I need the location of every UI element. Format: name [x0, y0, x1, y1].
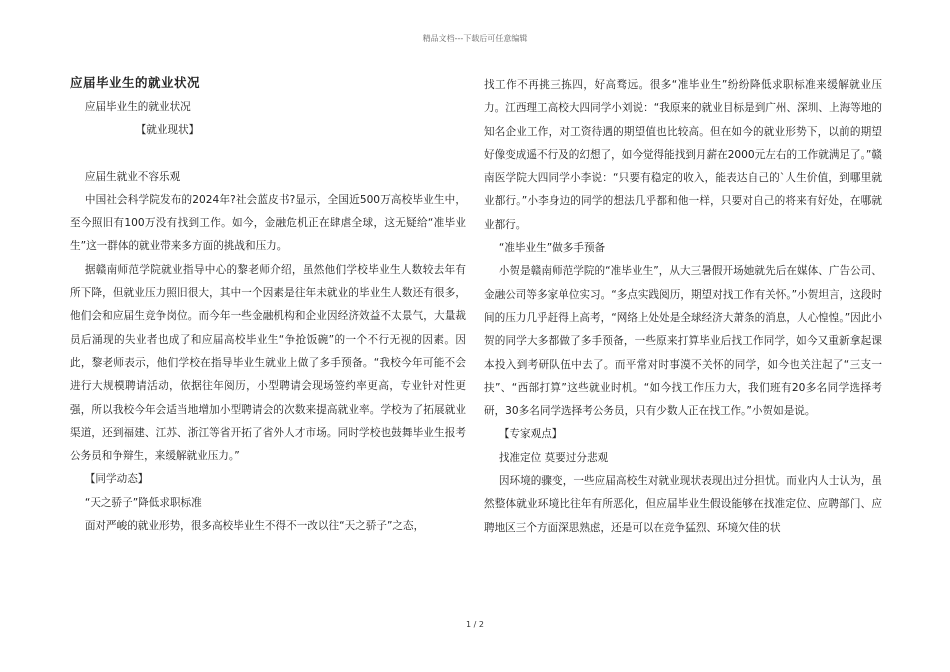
paragraph: 因环境的骤变，一些应届高校生对就业现状表现出过分担忧。而业内人士认为，虽然整体就业环境比往年有所恶化，但应届毕业生假设能够在找准定位、应聘部门、应聘地区三个方面深思熟虑，还是可以在竞争猛烈、环境欠佳的状 — [484, 475, 882, 534]
subheading-grim: 应届生就业不容乐观 — [84, 170, 181, 183]
left-column — [70, 74, 466, 538]
subtitle: 应届毕业生的就业状况 — [84, 101, 191, 113]
spacer — [70, 143, 466, 166]
page-header: 精品文档---下载后可任意编辑 — [422, 34, 528, 43]
section-heading-expert: 【专家观点】 — [498, 428, 563, 441]
section-heading-dynamics: 【同学动态】 — [84, 473, 149, 486]
paragraph: 中国社会科学院发布的2024年?社会蓝皮书?显示，全国近500万高校毕业生中，至今照旧有100万没有找到工作。如今，金融危机正在肆虐全球，这无疑给“准毕业生”这一群体的就业带来多方面的挑战和压力。 — [70, 193, 466, 253]
section-heading-status: 【就业现状】 — [135, 124, 200, 137]
paragraph: 面对严峻的就业形势，很多高校毕业生不得不一改以往“天之骄子”之态， — [84, 520, 425, 533]
page-number: 1 / 2 — [466, 620, 484, 629]
document-title: 应届毕业生的就业状况 — [70, 75, 201, 90]
subheading-positioning: 找准定位 莫要过分悲观 — [498, 451, 609, 464]
subheading-pride: “天之骄子”降低求职标准 — [84, 496, 202, 509]
paragraph: 据赣南师范学院就业指导中心的黎老师介绍，虽然他们学校毕业生人数较去年有所下降，但就业压力照旧很大，其中一个因素是往年未就业的毕业生人数还有很多，他们会和应届生竞争岗位。而今年一些金融机构和企业因经济效益不太景气，大量裁员后涌现的失业者也成了和应届高校毕业生“争抢饭碗”的一个不行无视的因素。因此，黎老师表示，他们学校在指导毕业生就业上做了多手预备。“我校今年可能不会进行大规模聘请活动，依据往年阅历，小型聘请会现场签约率更高，专业针对性更强，所以我校今年会适当地增加小型聘请会的次数来提高就业率。学校为了拓展就业渠道，还到福建、江苏、浙江等省开拓了省外人才市场。同时学校也鼓舞毕业生报考公务员和争辩生，来缓解就业压力。” — [70, 263, 466, 463]
paragraph: 找工作不再挑三拣四，好高骛远。很多“准毕业生”纷纷降低求职标准来缓解就业压力。江西理工高校大四同学小刘说：“我原来的就业目标是到广州、深圳、上海等地的知名企业工作，对工资待遇的期望值也比较高。但在如今的就业形势下，以前的期望好像变成遥不行及的幻想了，如今觉得能找到月薪在2000元左右的工作就满足了。”赣南医学院大四同学小李说：“只要有稳定的收入，能表达自己的`人生价值，到哪里就业都行。”小李身边的同学的想法几乎都和他一样，只要对自己的将来有好处，在哪就业都行。 — [484, 79, 882, 231]
subheading-prep: “准毕业生”做多手预备 — [498, 242, 606, 255]
right-column — [484, 74, 882, 540]
paragraph: 小贺是赣南师范学院的“准毕业生”，从大三暑假开场她就先后在媒体、广告公司、金融公司等多家单位实习。“多点实践阅历，期望对找工作有关怀。”小贺坦言，这段时间的压力几乎赶得上高考，“网络上处处是全球经济大萧条的消息，人心惶惶。”因此小贺的同学大多都做了多手预备，一些原来打算毕业后找工作同学，如今又重新拿起课本投入到考研队伍中去了。而平常对时事漠不关怀的同学，如今也关注起了“三支一扶”、“西部打算”这些就业时机。“如今找工作压力大，我们班有20多名同学选择考研，30多名同学选择考公务员，只有少数人正在找工作。”小贺如是说。 — [484, 265, 882, 418]
